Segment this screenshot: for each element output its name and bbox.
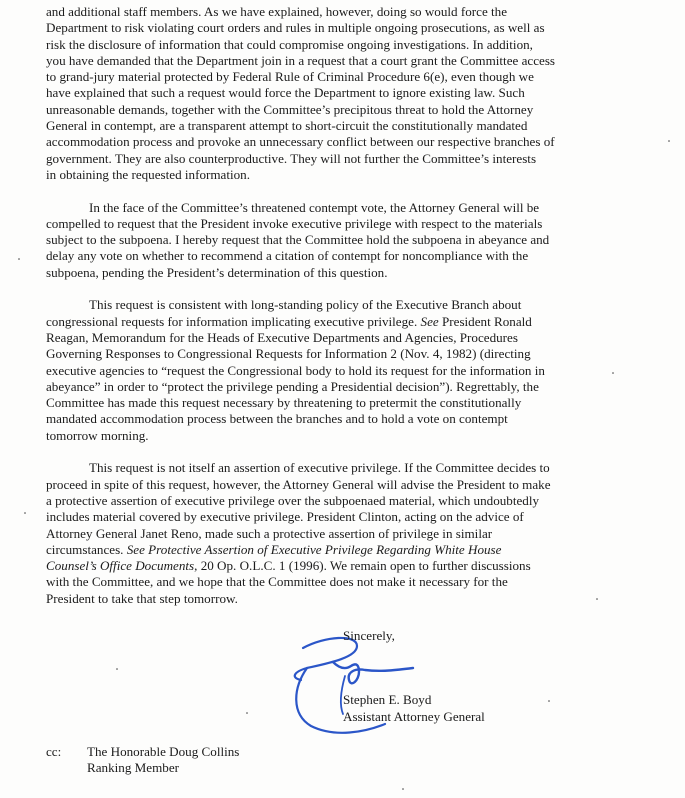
text-line: with the Committee, and we hope that the Committee does not make it necessary for the: [46, 574, 508, 590]
text-line: proceed in spite of this request, however, the Attorney General will advise the President to make: [46, 476, 551, 492]
text-line: risk the disclosure of information that could compromise ongoing investigations. In addition,: [46, 36, 533, 52]
text-segment: circumstances.: [46, 541, 124, 557]
text-line: tomorrow morning.: [46, 427, 149, 443]
cc-recipient: [87, 744, 239, 777]
text-line: compelled to request that the President invoke executive privilege with respect to the materials: [46, 215, 543, 231]
scan-speck: [116, 668, 118, 670]
text-line: abeyance” in order to “protect the privilege pending a Presidential decision”). Regrettably, the: [46, 378, 539, 394]
text-line: includes material covered by executive privilege. President Clinton, acting on the advice of: [46, 509, 524, 525]
text-segment: congressional requests for information implicating executive privilege.: [46, 313, 418, 329]
text-line: [46, 314, 646, 330]
citation-title: Counsel’s Office Documents: [46, 558, 195, 574]
signature-space: [343, 644, 485, 692]
citation-signal: See: [420, 313, 439, 329]
text-line: [46, 542, 646, 558]
paragraph-1: [46, 4, 646, 183]
paragraph-3: [46, 297, 646, 444]
text-line: a protective assertion of executive privilege over the subpoenaed material, which undoubtedly: [46, 492, 540, 508]
text-segment: President Ronald: [441, 313, 532, 329]
scan-speck: [24, 512, 26, 514]
signature-block: [343, 628, 485, 725]
scan-speck: [668, 140, 670, 142]
text-line: accommodation process and provoke an unnecessary conflict between our respective branches of: [46, 134, 555, 150]
paragraph-4: [46, 460, 646, 607]
text-line: [46, 558, 646, 574]
scan-speck: [612, 372, 614, 374]
text-line: General in contempt, are a transparent attempt to short-circuit the constitutionally mandated: [46, 118, 528, 134]
scan-speck: [596, 598, 598, 600]
cc-label: cc:: [46, 744, 62, 759]
text-line: Committee has made this request necessary by threatening to pretermit the constitutionally: [46, 395, 522, 411]
scan-speck: [402, 788, 404, 790]
text-line: Department to risk violating court orders and rules in multiple ongoing prosecutions, as well as: [46, 20, 545, 36]
text-line: and additional staff members. As we have explained, however, doing so would force the: [46, 4, 508, 19]
text-line: government. They are also counterproductive. They will not further the Committee’s interests: [46, 150, 537, 166]
text-line: subject to the subpoena. I hereby request that the Committee hold the subpoena in abeyance and: [46, 232, 550, 248]
cc-recipient-role: Ranking Member: [87, 760, 180, 776]
text-line: This request is not itself an assertion of executive privilege. If the Committee decides to: [89, 460, 550, 476]
text-line: you have demanded that the Department join in a request that a court grant the Committee access: [46, 52, 556, 68]
signer-title: Assistant Attorney General: [343, 708, 485, 724]
cc-recipient-name: The Honorable Doug Collins: [87, 744, 240, 759]
text-line: This request is consistent with long-standing policy of the Executive Branch about: [89, 297, 522, 313]
text-line: to grand-jury material protected by Federal Rule of Criminal Procedure 6(e), even though we: [46, 69, 534, 85]
text-line: have explained that such a request would force the Department to ignore existing law. Such: [46, 85, 525, 101]
text-line: Attorney General Janet Reno, made such a protective assertion of privilege in similar: [46, 525, 493, 541]
text-line: subpoena, pending the President’s determination of this question.: [46, 264, 388, 280]
letter-body: [46, 4, 646, 623]
paragraph-2: [46, 200, 646, 281]
closing-salutation: Sincerely,: [343, 628, 395, 643]
text-line: President to take that step tomorrow.: [46, 590, 238, 606]
text-line: mandated accommodation process between the branches and to hold a vote on contempt: [46, 411, 508, 427]
signer-name: Stephen E. Boyd: [343, 692, 432, 708]
text-line: delay any vote on whether to recommend a citation of contempt for noncompliance with the: [46, 248, 529, 264]
scan-speck: [548, 700, 550, 702]
text-line: unreasonable demands, together with the Committee’s precipitous threat to hold the Attorney: [46, 101, 534, 117]
scan-speck: [18, 258, 20, 260]
text-line: Reagan, Memorandum for the Heads of Executive Departments and Agencies, Procedures: [46, 329, 518, 345]
text-line: executive agencies to “request the Congressional body to hold its request for the information in: [46, 362, 545, 378]
text-segment: , 20 Op. O.L.C. 1 (1996). We remain open to further discussions: [194, 558, 531, 574]
text-line: Governing Responses to Congressional Requests for Information 2 (Nov. 4, 1982) (directing: [46, 346, 531, 362]
scan-speck: [246, 712, 248, 714]
text-line: In the face of the Committee’s threatened contempt vote, the Attorney General will be: [89, 199, 540, 215]
citation-title: See Protective Assertion of Executive Privilege Regarding White House: [126, 541, 502, 557]
text-line: in obtaining the requested information.: [46, 166, 250, 182]
